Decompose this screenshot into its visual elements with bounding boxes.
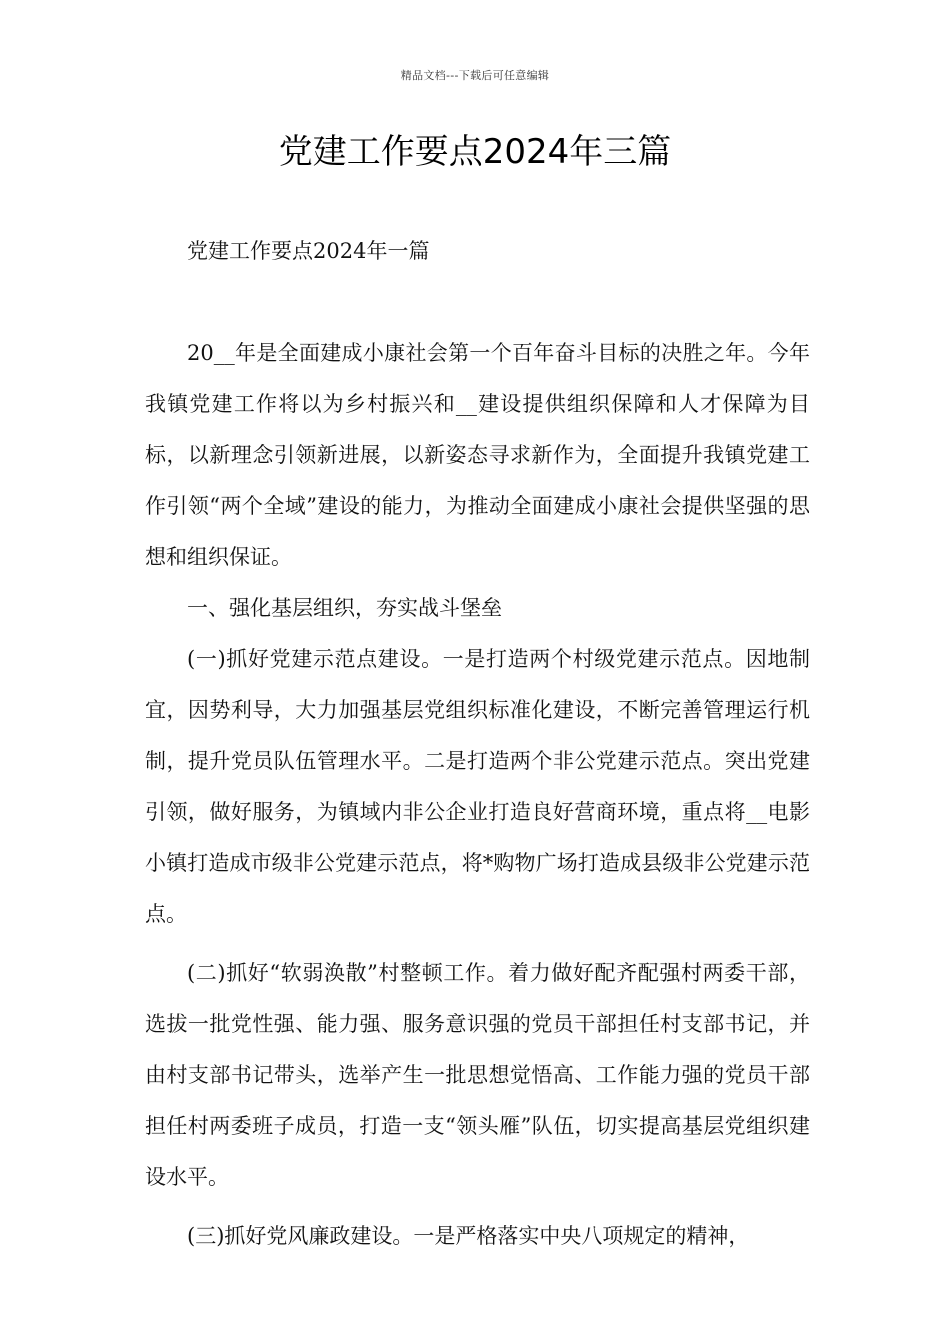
section-heading: 一、强化基层组织，夯实战斗堡垒: [187, 596, 502, 620]
paragraph-item-1: (一)抓好党建示范点建设。一是打造两个村级党建示范点。因地制宜，因势利导，大力加强基层党组织标准化建设，不断完善管理运行机制，提升党员队伍管理水平。二是打造两个非公党建示范点。突出党建引领，做好服务，为镇域内非公企业打造良好营商环境，重点将__电影小镇打造成市级非公党建示范点，将*购物广场打造成县级非公党建示范点。: [145, 647, 810, 926]
paragraph-intro: 20__年是全面建成小康社会第一个百年奋斗目标的决胜之年。今年我镇党建工作将以为乡村振兴和__建设提供组织保障和人才保障为目标，以新理念引领新进展，以新姿态寻求新作为，全面提升我镇党建工作引领“两个全域”建设的能力，为推动全面建成小康社会提供坚强的思想和组织保证。: [145, 341, 810, 569]
paragraph-item-3: (三)抓好党风廉政建设。一是严格落实中央八项规定的精神，: [187, 1224, 750, 1248]
subtitle: 党建工作要点2024年一篇: [187, 239, 430, 263]
subtitle-block: [145, 226, 810, 277]
header-note: 精品文档---下载后可任意编辑: [400, 69, 550, 82]
paragraph-item-2: (二)抓好“软弱涣散”村整顿工作。着力做好配齐配强村两委干部，选拔一批党性强、能力强、服务意识强的党员干部担任村支部书记，并由村支部书记带头，选举产生一批思想觉悟高、工作能力强的党员干部担任村两委班子成员，打造一支“领头雁”队伍，切实提高基层党组织建设水平。: [145, 961, 810, 1189]
document-body: [145, 328, 810, 1262]
document-title: 党建工作要点2024年三篇: [278, 132, 672, 172]
